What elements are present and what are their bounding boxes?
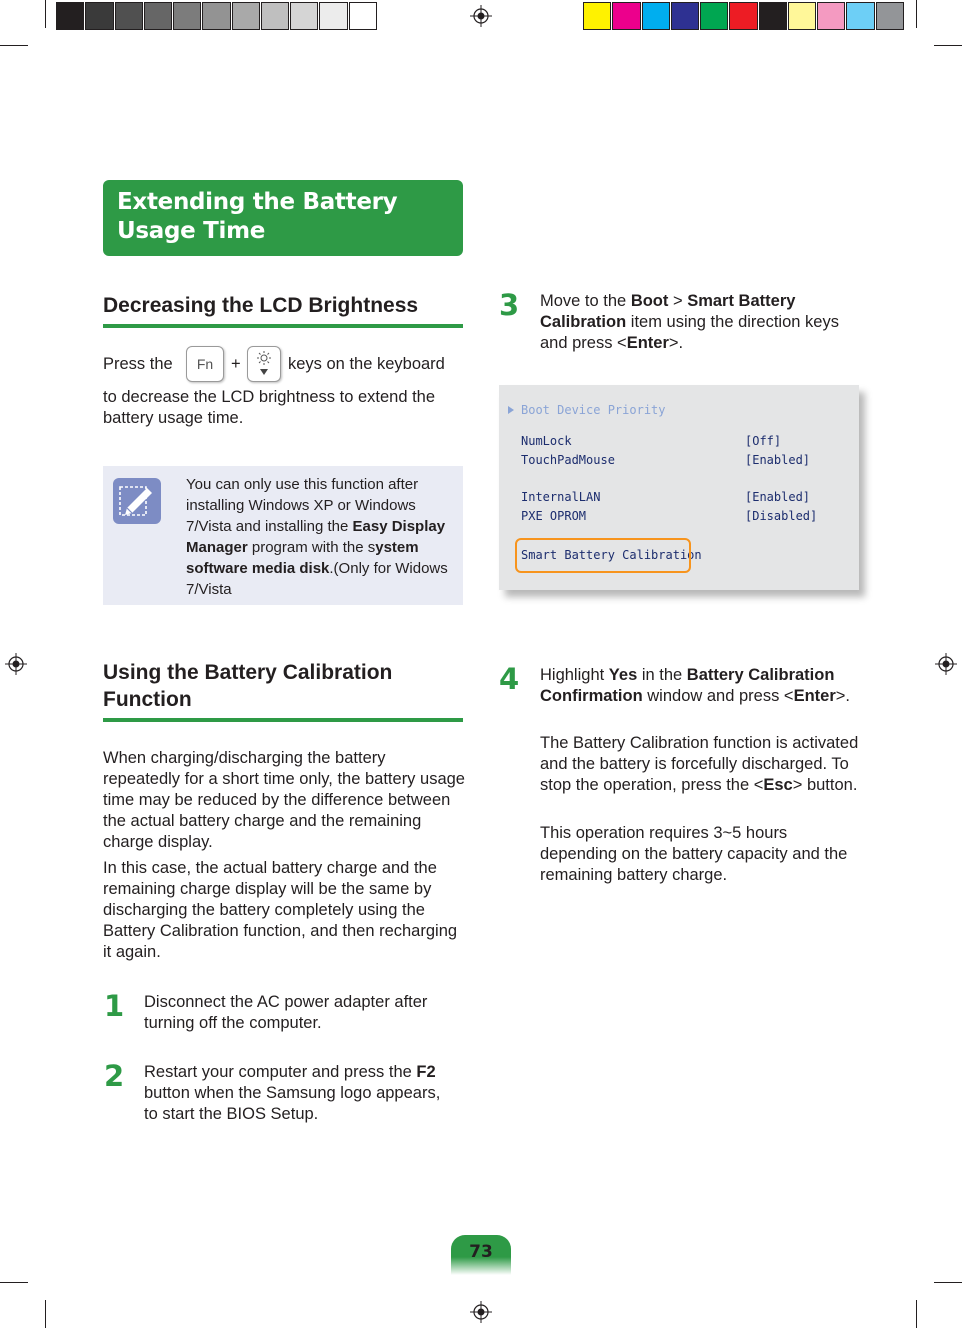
note-line1: You can only use this function after installing Windows XP or Windows 7/Vista and installing the <box>186 476 419 535</box>
step-2-bold: F2 <box>416 1063 436 1081</box>
crop-mark <box>0 1282 28 1283</box>
step-3-bold-enter: Enter <box>626 334 669 352</box>
step-4-bold-window: Battery Calibration Confirmation <box>540 666 835 705</box>
step-number: 4 <box>499 662 520 696</box>
note-bold2: ystem software media disk <box>186 539 419 577</box>
step-4-bold-enter: Enter <box>793 687 836 705</box>
color-swatch <box>846 2 874 30</box>
step-4-para2-end: > button. <box>792 776 858 794</box>
brightness-down-key <box>247 346 281 382</box>
crop-mark <box>916 1300 917 1328</box>
note-line3: .(Only for Widows 7/Vista <box>186 560 448 598</box>
bios-row-label: InternalLAN <box>521 490 601 504</box>
step-3-pre: Move to the <box>540 292 631 310</box>
color-swatch <box>349 2 377 30</box>
crop-mark <box>934 45 962 46</box>
bios-row-value: [Enabled] <box>745 453 811 467</box>
step-4-text <box>540 665 860 707</box>
triangle-right-icon <box>507 405 515 415</box>
bios-row-value: [Disabled] <box>745 509 818 523</box>
color-swatch <box>319 2 347 30</box>
color-swatch <box>876 2 904 30</box>
note-pencil-icon-graphic <box>113 478 161 524</box>
step-4-post: window and press < <box>642 687 794 705</box>
color-swatch <box>612 2 640 30</box>
step-2-pre: Restart your computer and press the <box>144 1063 417 1081</box>
note-pencil-icon <box>113 478 161 524</box>
step-4-mid: in the <box>637 666 687 684</box>
highlight-box <box>515 538 691 573</box>
color-swatch <box>144 2 172 30</box>
crop-mark <box>0 45 28 46</box>
color-swatch <box>817 2 845 30</box>
color-bar <box>583 2 905 30</box>
color-swatch <box>642 2 670 30</box>
calibration-heading: Using the Battery Calibration Function <box>103 661 393 711</box>
step-3-bold-boot: Boot <box>630 292 669 310</box>
color-swatch <box>85 2 113 30</box>
crop-mark <box>45 1300 46 1328</box>
step-4-para2-text: The Battery Calibration function is activated and the battery is forcefully discharged. To stop the operation, press the < <box>540 734 859 794</box>
lcd-heading: Decreasing the LCD Brightness <box>103 294 419 317</box>
brightness-down-key-icon <box>247 346 281 382</box>
color-swatch <box>671 2 699 30</box>
press-the-text: Press the <box>103 355 173 373</box>
step-3-end: >. <box>668 334 684 352</box>
color-swatch <box>583 2 611 30</box>
calibration-para2: In this case, the actual battery charge and the remaining charge display will be the same by discharging the battery completely using the Battery Calibration function, and then recharging it again. <box>103 859 458 961</box>
step-4-para2 <box>540 733 862 796</box>
color-swatch <box>759 2 787 30</box>
note-bold1: Easy Display Manager <box>186 518 446 556</box>
step-4-bold-esc: Esc <box>763 776 793 794</box>
step-3-text <box>540 291 840 354</box>
bios-row-value: [Enabled] <box>745 490 811 504</box>
page-number: 73 <box>451 1235 511 1275</box>
fn-key-label: Fn <box>196 356 214 372</box>
crop-mark <box>916 0 917 28</box>
step-4-para3: This operation requires 3~5 hours depending on the battery capacity and the remaining battery charge. <box>540 824 848 884</box>
color-swatch <box>729 2 757 30</box>
color-swatch <box>202 2 230 30</box>
registration-mark-icon <box>5 653 27 675</box>
step-2-text <box>144 1062 454 1125</box>
calibration-para1: When charging/discharging the battery repeatedly for a short time only, the battery usage time may be reduced by the difference between the actual battery charge and the remaining charge display. <box>103 749 465 851</box>
step-4-bold-yes: Yes <box>608 666 638 684</box>
color-swatch <box>700 2 728 30</box>
bios-row-label: TouchPadMouse <box>521 453 615 467</box>
step-number: 2 <box>104 1059 125 1093</box>
step-number: 3 <box>499 288 520 322</box>
fn-key <box>186 346 224 382</box>
color-swatch <box>115 2 143 30</box>
step-4-pre: Highlight <box>540 666 609 684</box>
color-swatch <box>290 2 318 30</box>
step-3-bold-item: Smart Battery Calibration <box>540 292 796 331</box>
color-swatch <box>261 2 289 30</box>
bios-row-label: NumLock <box>521 434 572 448</box>
step-4-end: >. <box>835 687 850 705</box>
color-swatch <box>173 2 201 30</box>
keys-on-keyboard-text: keys on the keyboard <box>288 355 445 373</box>
color-swatch <box>788 2 816 30</box>
section-title: Extending the Battery Usage Time <box>117 189 398 244</box>
color-swatch <box>232 2 260 30</box>
bios-row-label: PXE OPROM <box>521 509 587 523</box>
registration-mark-icon <box>470 5 492 27</box>
plus-sign: + <box>231 355 241 373</box>
crop-mark <box>45 0 46 28</box>
color-swatch <box>56 2 84 30</box>
step-number: 1 <box>104 989 125 1023</box>
step-2-post: button when the Samsung logo appears, to start the BIOS Setup. <box>144 1084 441 1123</box>
note-text <box>186 474 456 600</box>
heading-rule <box>103 718 463 722</box>
bios-row-value: [Off] <box>745 434 782 448</box>
crop-mark <box>934 1282 962 1283</box>
heading-rule <box>103 324 463 328</box>
registration-mark-icon <box>470 1301 492 1323</box>
step-3-mid: > <box>668 292 688 310</box>
section-title-banner <box>103 180 463 256</box>
grayscale-bar <box>56 2 378 30</box>
note-line2: program with the s <box>247 539 376 556</box>
bios-header: Boot Device Priority <box>521 403 666 417</box>
bios-selected-item: Smart Battery Calibration <box>521 548 702 562</box>
lcd-body: to decrease the LCD brightness to extend the battery usage time. <box>103 388 436 427</box>
registration-mark-icon <box>935 653 957 675</box>
step-1-text: Disconnect the AC power adapter after turning off the computer. <box>144 993 428 1032</box>
step-3-post: item using the direction keys and press < <box>540 313 839 352</box>
